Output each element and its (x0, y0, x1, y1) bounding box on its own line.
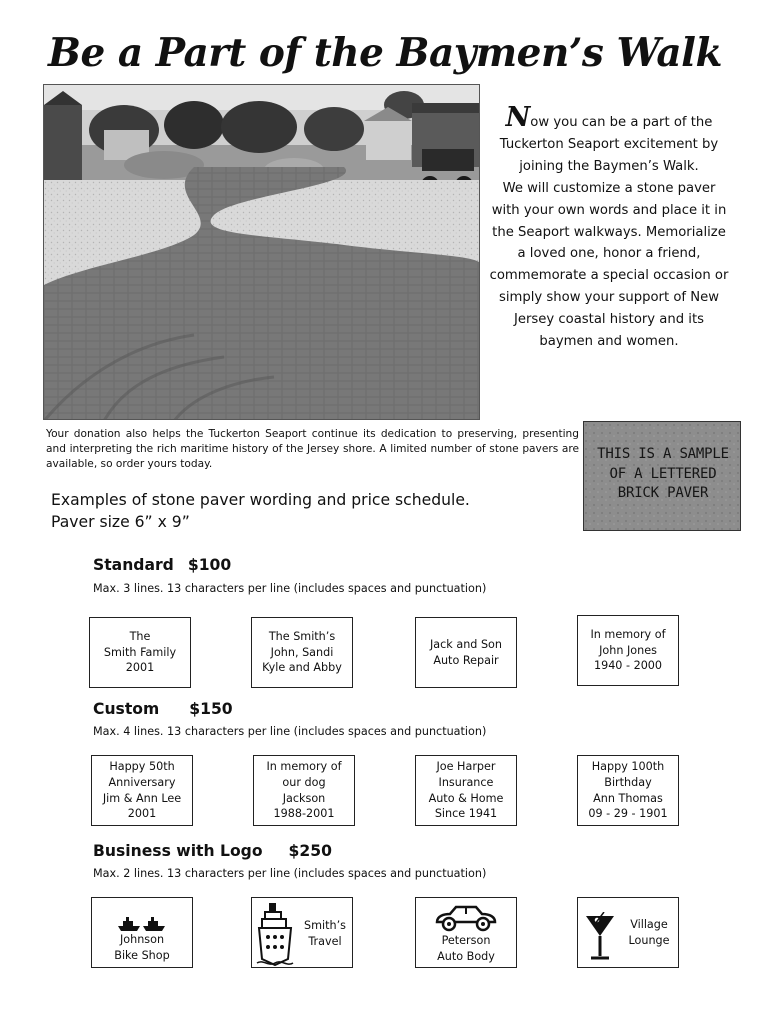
intro-paragraph (484, 102, 734, 353)
sample-paver-engraving (584, 445, 741, 504)
paver-line: Since 1941 (434, 807, 498, 821)
paver-example (91, 755, 193, 826)
tier-logo-rule: Max. 2 lines. 13 characters per line (includes spaces and punctuation) (93, 867, 487, 880)
tier-name: Custom (93, 700, 160, 718)
sample-paver-line: BRICK PAVER (617, 485, 709, 501)
paver-line: The Smith’s (268, 630, 336, 644)
intro-line: with your own words and place it in (491, 202, 727, 218)
paver-line: Ann Thomas (593, 791, 663, 805)
donation-paragraph: Your donation also helps the Tuckerton Seaport continue its dedication to preserving, presenting and interpreting the rich maritime history of the Jersey shore. A limited number of stone pavers are available, so order yours today. (46, 428, 579, 470)
paver-line: The (129, 630, 151, 644)
intro-line: baymen and women. (539, 334, 679, 350)
paver-line: Jackson (282, 791, 326, 805)
paver-line: Smith’s (304, 919, 346, 932)
paver-line: Lounge (628, 933, 670, 947)
paver-line: 1988-2001 (273, 807, 335, 821)
classic-car-icon (434, 904, 498, 932)
paver-line: Insurance (438, 775, 494, 789)
paver-line: Birthday (604, 775, 652, 789)
paver-line: Happy 100th (591, 760, 665, 774)
tier-price: $150 (189, 700, 233, 718)
page-title: Be a Part of the Baymen’s Walk (48, 30, 722, 76)
tier-custom-title (93, 700, 233, 718)
intro-line: joining the Baymen’s Walk. (519, 158, 699, 174)
paver-line: 2001 (125, 661, 155, 675)
tier-name: Business with Logo (93, 842, 263, 860)
intro-first-line (484, 102, 734, 134)
intro-line: Jersey coastal history and its (513, 312, 705, 328)
paver-example (251, 617, 353, 688)
paver-line: 2001 (127, 807, 157, 821)
intro-line: the Seaport walkways. Memorialize (492, 224, 726, 240)
paver-example (577, 615, 679, 686)
paver-line: Auto Repair (433, 653, 499, 667)
paver-line: Auto & Home (428, 791, 504, 805)
paver-line: John, Sandi (270, 645, 334, 659)
martini-glass-icon (584, 912, 616, 962)
examples-heading (51, 489, 470, 533)
walkway-photo (43, 84, 480, 420)
paver-line: Auto Body (437, 949, 495, 963)
intro-line: Tuckerton Seaport excitement by (499, 136, 719, 152)
paver-line: 1940 - 2000 (593, 659, 663, 673)
paver-line: In memory of (590, 628, 666, 642)
intro-first-line-text: ow you can be a part of the (530, 115, 713, 130)
paver-example (415, 755, 517, 826)
paver-line: Johnson (119, 933, 165, 946)
paver-line: Joe Harper (436, 760, 496, 774)
examples-line: Examples of stone paver wording and price schedule. (51, 491, 470, 509)
sample-paver-photo (583, 421, 741, 531)
intro-line: a loved one, honor a friend, (517, 246, 701, 262)
sample-paver-line: THIS IS A SAMPLE (597, 446, 729, 462)
paver-logo-text (622, 917, 676, 948)
paver-example (253, 755, 355, 826)
tier-price: $100 (187, 556, 232, 574)
paver-line: Happy 50th (109, 760, 175, 774)
paver-example (415, 897, 517, 968)
tier-standard-title (93, 556, 231, 574)
paver-logo-text (298, 918, 352, 949)
paver-line: Jim & Ann Lee (102, 791, 182, 805)
paver-line: Jack and Son (430, 637, 502, 651)
sample-paver-line: OF A LETTERED (609, 465, 717, 482)
paver-line: John Jones (599, 643, 657, 657)
paver-line: Smith Family (103, 645, 177, 659)
paver-line: our dog (282, 775, 326, 789)
paver-example (89, 617, 191, 688)
tier-name: Standard (93, 556, 174, 574)
paver-example (577, 755, 679, 826)
paver-line: Kyle and Abby (262, 661, 342, 675)
tugboat-icon (117, 915, 167, 933)
paver-line: Anniversary (108, 775, 176, 789)
intro-line: commemorate a special occasion or (489, 268, 729, 284)
cruise-ship-icon (255, 901, 295, 967)
intro-line: We will customize a stone paver (502, 180, 716, 196)
tier-custom-rule: Max. 4 lines. 13 characters per line (includes spaces and punctuation) (93, 725, 487, 738)
tier-price: $250 (288, 842, 332, 860)
paver-example (415, 617, 517, 688)
paver-line: Bike Shop (114, 948, 170, 962)
paver-line: 09 - 29 - 1901 (588, 807, 668, 821)
paver-logo-text (416, 933, 516, 964)
paver-logo-text (92, 932, 192, 963)
tier-logo-title (93, 842, 332, 860)
paver-line: In memory of (266, 760, 342, 774)
intro-line: simply show your support of New (498, 290, 720, 306)
paver-line: Travel (308, 934, 342, 948)
tier-standard-rule: Max. 3 lines. 13 characters per line (includes spaces and punctuation) (93, 582, 487, 595)
paver-example (577, 897, 679, 968)
paver-line: Village (630, 918, 668, 931)
paver-size-line: Paver size 6” x 9” (51, 513, 190, 531)
paver-example (251, 897, 353, 968)
paver-example (91, 897, 193, 968)
paver-line: Peterson (441, 934, 491, 947)
intro-drop-cap: N (505, 102, 531, 133)
